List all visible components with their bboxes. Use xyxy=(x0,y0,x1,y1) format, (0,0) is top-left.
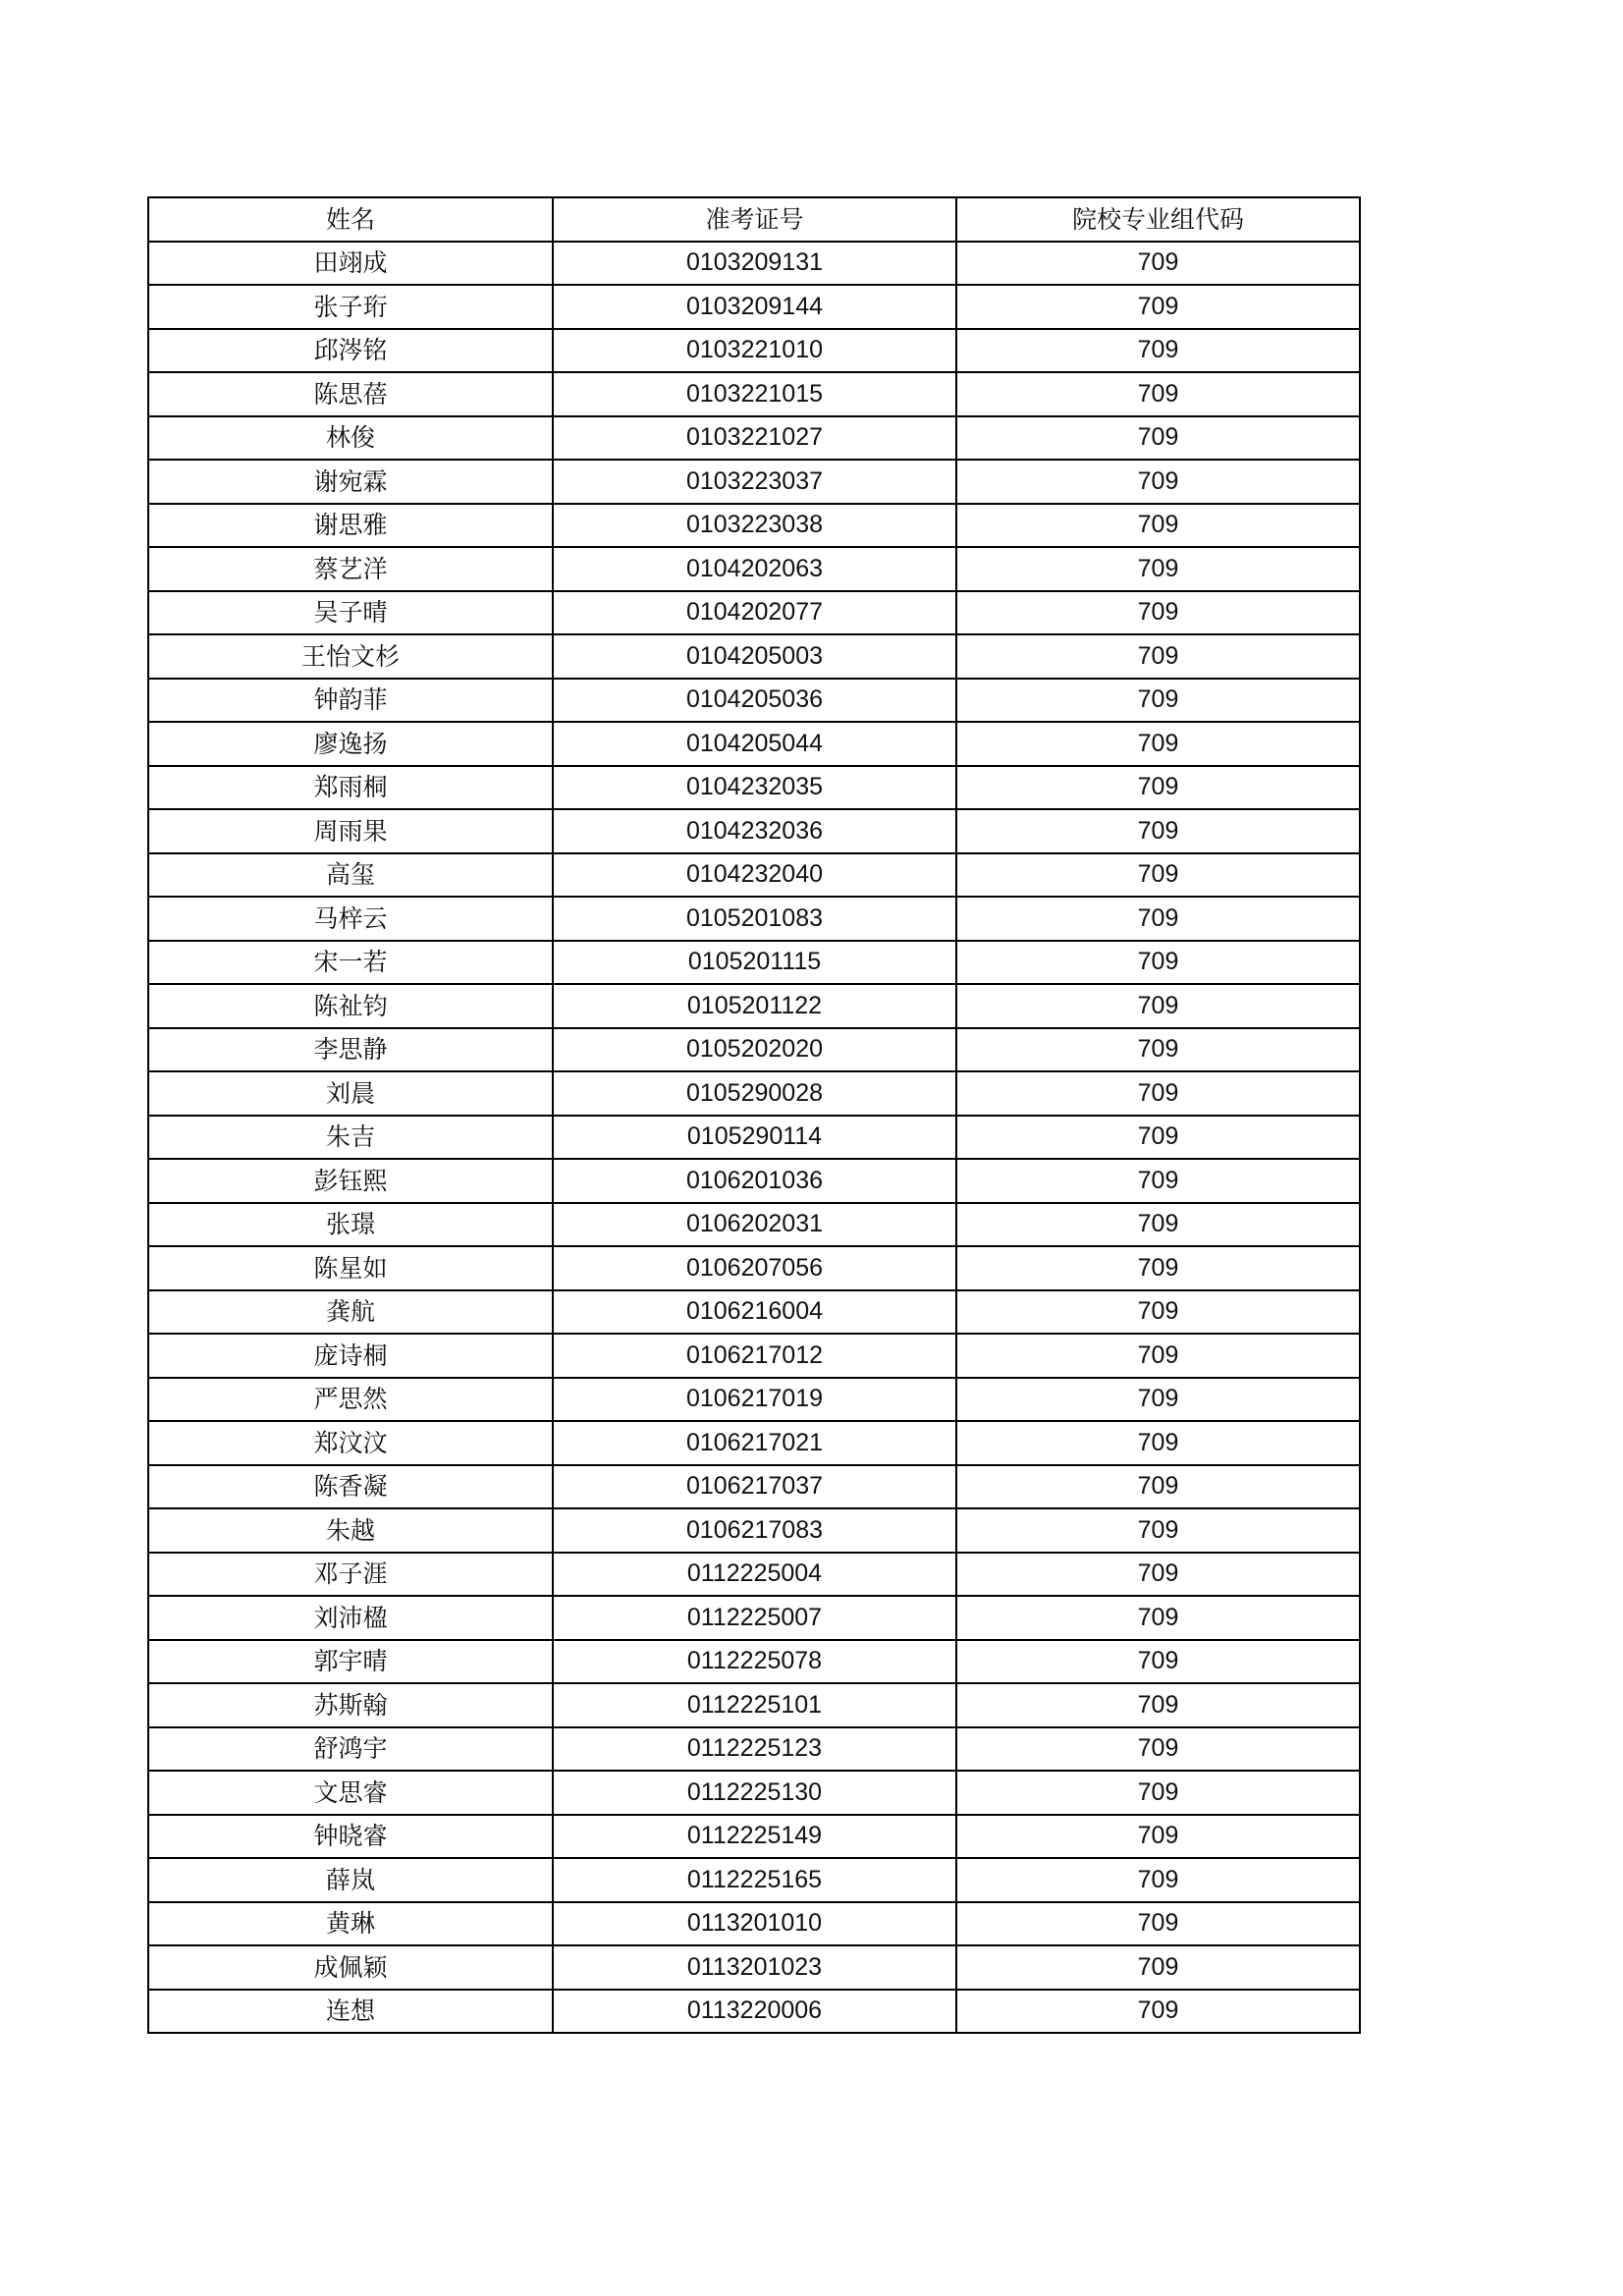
cell-exam-id: 0106217012 xyxy=(553,1334,956,1378)
cell-group-code: 709 xyxy=(956,1378,1360,1422)
cell-group-code: 709 xyxy=(956,1203,1360,1247)
cell-group-code: 709 xyxy=(956,722,1360,766)
cell-name: 张子珩 xyxy=(148,285,553,329)
cell-exam-id: 0112225130 xyxy=(553,1771,956,1815)
header-row xyxy=(148,197,1360,242)
table-row xyxy=(148,1902,1360,1946)
cell-exam-id: 0105290028 xyxy=(553,1071,956,1116)
table-row xyxy=(148,504,1360,548)
cell-name: 马梓云 xyxy=(148,897,553,941)
cell-exam-id: 0104232040 xyxy=(553,853,956,898)
cell-name: 林俊 xyxy=(148,416,553,461)
cell-name: 成佩颖 xyxy=(148,1945,553,1990)
table-row xyxy=(148,1945,1360,1990)
cell-exam-id: 0112225078 xyxy=(553,1640,956,1684)
table-row xyxy=(148,460,1360,504)
cell-exam-id: 0113201010 xyxy=(553,1902,956,1946)
cell-name: 高玺 xyxy=(148,853,553,898)
table-row xyxy=(148,1508,1360,1553)
cell-exam-id: 0103221015 xyxy=(553,372,956,416)
cell-exam-id: 0103221027 xyxy=(553,416,956,461)
cell-exam-id: 0104232036 xyxy=(553,809,956,853)
cell-exam-id: 0106207056 xyxy=(553,1246,956,1290)
cell-name: 黄琳 xyxy=(148,1902,553,1946)
cell-group-code: 709 xyxy=(956,984,1360,1028)
cell-name: 蔡艺洋 xyxy=(148,547,553,591)
cell-exam-id: 0106217019 xyxy=(553,1378,956,1422)
cell-name: 龚航 xyxy=(148,1290,553,1335)
cell-exam-id: 0104232035 xyxy=(553,766,956,810)
cell-name: 廖逸扬 xyxy=(148,722,553,766)
cell-group-code: 709 xyxy=(956,1990,1360,2034)
cell-exam-id: 0105201122 xyxy=(553,984,956,1028)
cell-name: 钟韵菲 xyxy=(148,679,553,723)
cell-exam-id: 0103223037 xyxy=(553,460,956,504)
cell-name: 周雨果 xyxy=(148,809,553,853)
cell-name: 陈祉钧 xyxy=(148,984,553,1028)
cell-exam-id: 0112225149 xyxy=(553,1815,956,1859)
table-row xyxy=(148,285,1360,329)
table-row xyxy=(148,1071,1360,1116)
table-row xyxy=(148,1378,1360,1422)
table-row xyxy=(148,242,1360,286)
table-row xyxy=(148,1990,1360,2034)
table-row xyxy=(148,372,1360,416)
cell-exam-id: 0105201115 xyxy=(553,941,956,985)
cell-exam-id: 0106202031 xyxy=(553,1203,956,1247)
cell-group-code: 709 xyxy=(956,897,1360,941)
cell-group-code: 709 xyxy=(956,1771,1360,1815)
table-row xyxy=(148,1159,1360,1203)
cell-name: 庞诗桐 xyxy=(148,1334,553,1378)
cell-name: 刘晨 xyxy=(148,1071,553,1116)
table-row xyxy=(148,984,1360,1028)
cell-group-code: 709 xyxy=(956,591,1360,635)
table-row xyxy=(148,722,1360,766)
table-row xyxy=(148,1421,1360,1465)
cell-exam-id: 0104205044 xyxy=(553,722,956,766)
cell-exam-id: 0106217083 xyxy=(553,1508,956,1553)
cell-name: 邱涔铭 xyxy=(148,329,553,373)
cell-group-code: 709 xyxy=(956,242,1360,286)
cell-group-code: 709 xyxy=(956,329,1360,373)
cell-group-code: 709 xyxy=(956,1945,1360,1990)
cell-name: 郑雨桐 xyxy=(148,766,553,810)
cell-exam-id: 0104202063 xyxy=(553,547,956,591)
table-row xyxy=(148,547,1360,591)
cell-exam-id: 0104205003 xyxy=(553,634,956,679)
cell-group-code: 709 xyxy=(956,1334,1360,1378)
table-row xyxy=(148,634,1360,679)
cell-name: 田翊成 xyxy=(148,242,553,286)
cell-group-code: 709 xyxy=(956,1902,1360,1946)
table-row xyxy=(148,1771,1360,1815)
cell-group-code: 709 xyxy=(956,1508,1360,1553)
cell-group-code: 709 xyxy=(956,1553,1360,1597)
table-row xyxy=(148,329,1360,373)
cell-name: 陈思蓓 xyxy=(148,372,553,416)
cell-exam-id: 0106216004 xyxy=(553,1290,956,1335)
cell-exam-id: 0103209131 xyxy=(553,242,956,286)
cell-name: 邓子涯 xyxy=(148,1553,553,1597)
table-row xyxy=(148,853,1360,898)
cell-group-code: 709 xyxy=(956,1465,1360,1509)
cell-group-code: 709 xyxy=(956,853,1360,898)
header-name: 姓名 xyxy=(148,197,553,242)
cell-group-code: 709 xyxy=(956,1246,1360,1290)
cell-group-code: 709 xyxy=(956,1815,1360,1859)
cell-name: 彭钰熙 xyxy=(148,1159,553,1203)
cell-exam-id: 0112225004 xyxy=(553,1553,956,1597)
cell-name: 严思然 xyxy=(148,1378,553,1422)
table-row xyxy=(148,591,1360,635)
table-row xyxy=(148,1290,1360,1335)
table-row xyxy=(148,1640,1360,1684)
cell-group-code: 709 xyxy=(956,1159,1360,1203)
cell-name: 文思睿 xyxy=(148,1771,553,1815)
cell-group-code: 709 xyxy=(956,634,1360,679)
cell-exam-id: 0113201023 xyxy=(553,1945,956,1990)
cell-name: 宋一若 xyxy=(148,941,553,985)
cell-exam-id: 0103221010 xyxy=(553,329,956,373)
cell-name: 吴子晴 xyxy=(148,591,553,635)
cell-group-code: 709 xyxy=(956,416,1360,461)
cell-name: 连想 xyxy=(148,1990,553,2034)
cell-name: 谢宛霖 xyxy=(148,460,553,504)
cell-name: 刘沛楹 xyxy=(148,1596,553,1640)
table-row xyxy=(148,941,1360,985)
table-row xyxy=(148,1858,1360,1902)
cell-group-code: 709 xyxy=(956,285,1360,329)
cell-group-code: 709 xyxy=(956,1028,1360,1072)
cell-name: 陈香凝 xyxy=(148,1465,553,1509)
table-row xyxy=(148,766,1360,810)
cell-group-code: 709 xyxy=(956,679,1360,723)
cell-group-code: 709 xyxy=(956,504,1360,548)
header-group-code: 院校专业组代码 xyxy=(956,197,1360,242)
cell-exam-id: 0112225007 xyxy=(553,1596,956,1640)
table-row xyxy=(148,1553,1360,1597)
cell-group-code: 709 xyxy=(956,1727,1360,1772)
table-row xyxy=(148,1116,1360,1160)
cell-exam-id: 0106201036 xyxy=(553,1159,956,1203)
cell-group-code: 709 xyxy=(956,460,1360,504)
cell-exam-id: 0104202077 xyxy=(553,591,956,635)
cell-group-code: 709 xyxy=(956,766,1360,810)
cell-name: 王怡文杉 xyxy=(148,634,553,679)
cell-group-code: 709 xyxy=(956,809,1360,853)
cell-exam-id: 0106217037 xyxy=(553,1465,956,1509)
table-row xyxy=(148,1727,1360,1772)
cell-group-code: 709 xyxy=(956,1071,1360,1116)
admission-roster-table xyxy=(147,196,1361,2034)
cell-exam-id: 0112225165 xyxy=(553,1858,956,1902)
cell-group-code: 709 xyxy=(956,372,1360,416)
cell-name: 舒鸿宇 xyxy=(148,1727,553,1772)
table-row xyxy=(148,1815,1360,1859)
cell-name: 苏斯翰 xyxy=(148,1683,553,1727)
cell-name: 谢思雅 xyxy=(148,504,553,548)
table-row xyxy=(148,809,1360,853)
cell-exam-id: 0104205036 xyxy=(553,679,956,723)
table-row xyxy=(148,1465,1360,1509)
cell-group-code: 709 xyxy=(956,1290,1360,1335)
cell-name: 李思静 xyxy=(148,1028,553,1072)
cell-group-code: 709 xyxy=(956,1596,1360,1640)
cell-name: 薛岚 xyxy=(148,1858,553,1902)
table-row xyxy=(148,1596,1360,1640)
cell-name: 朱越 xyxy=(148,1508,553,1553)
cell-name: 郑汶汶 xyxy=(148,1421,553,1465)
table-row xyxy=(148,1246,1360,1290)
table-body xyxy=(148,242,1360,2034)
cell-group-code: 709 xyxy=(956,1640,1360,1684)
table-row xyxy=(148,679,1360,723)
cell-exam-id: 0105290114 xyxy=(553,1116,956,1160)
cell-name: 陈星如 xyxy=(148,1246,553,1290)
table-header xyxy=(148,197,1360,242)
cell-group-code: 709 xyxy=(956,1421,1360,1465)
cell-exam-id: 0112225101 xyxy=(553,1683,956,1727)
cell-exam-id: 0112225123 xyxy=(553,1727,956,1772)
cell-name: 朱吉 xyxy=(148,1116,553,1160)
table-row xyxy=(148,1028,1360,1072)
cell-group-code: 709 xyxy=(956,1683,1360,1727)
cell-exam-id: 0103223038 xyxy=(553,504,956,548)
cell-name: 郭宇晴 xyxy=(148,1640,553,1684)
cell-exam-id: 0105202020 xyxy=(553,1028,956,1072)
table-row xyxy=(148,416,1360,461)
header-exam-id: 准考证号 xyxy=(553,197,956,242)
cell-name: 钟晓睿 xyxy=(148,1815,553,1859)
cell-exam-id: 0113220006 xyxy=(553,1990,956,2034)
cell-exam-id: 0106217021 xyxy=(553,1421,956,1465)
cell-name: 张璟 xyxy=(148,1203,553,1247)
cell-exam-id: 0105201083 xyxy=(553,897,956,941)
table-row xyxy=(148,1203,1360,1247)
cell-exam-id: 0103209144 xyxy=(553,285,956,329)
table-row xyxy=(148,1683,1360,1727)
cell-group-code: 709 xyxy=(956,1116,1360,1160)
cell-group-code: 709 xyxy=(956,1858,1360,1902)
cell-group-code: 709 xyxy=(956,547,1360,591)
table-row xyxy=(148,897,1360,941)
table-row xyxy=(148,1334,1360,1378)
cell-group-code: 709 xyxy=(956,941,1360,985)
